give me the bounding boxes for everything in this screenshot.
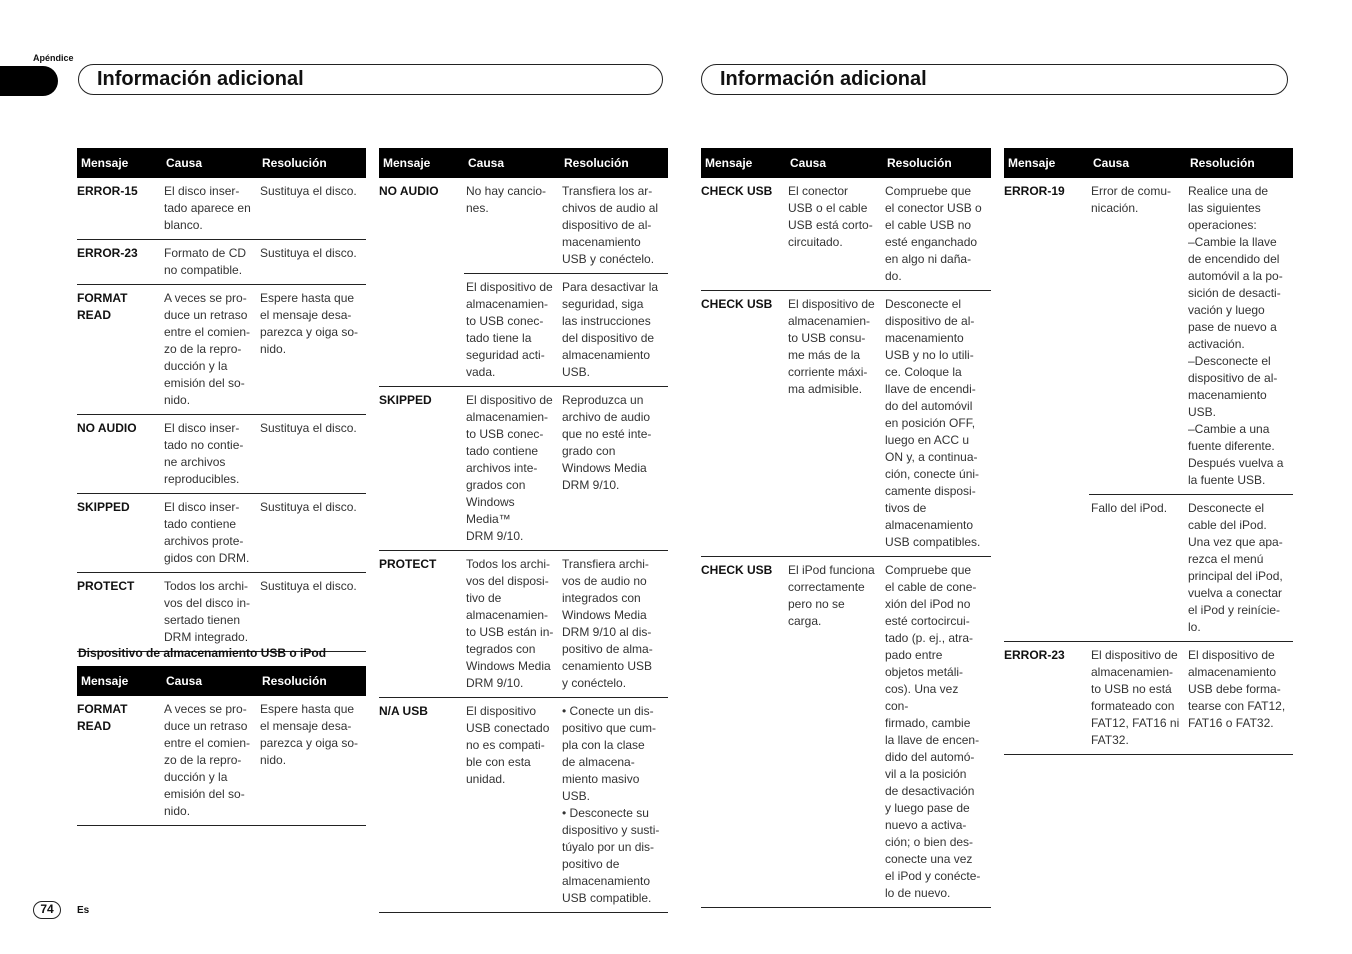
table-row	[1004, 178, 1293, 495]
cause-cell: El disco inser- tado no contie- ne archivos reproducibles.	[162, 415, 258, 494]
header-cause: Causa	[1089, 148, 1186, 178]
header-message: Mensaje	[379, 148, 464, 178]
resolution-cell: Reproduzca un archivo de audio que no esté inte- grado con Windows Media DRM 9/10.	[560, 387, 668, 551]
header-message: Mensaje	[77, 148, 162, 178]
cause-cell: El dispositivo de almacenamien- to USB consu- me más de la corriente máxi- ma admisible.	[786, 291, 883, 557]
table-row	[77, 285, 366, 415]
header-resolution: Resolución	[258, 666, 366, 696]
message-cell: PROTECT	[379, 551, 464, 698]
table-row	[77, 494, 366, 573]
table-body	[701, 178, 991, 908]
header-cause: Causa	[464, 148, 560, 178]
table-column-3	[701, 148, 991, 908]
header-cause: Causa	[162, 666, 258, 696]
resolution-cell: • Conecte un dis- positivo que cum- pla con la clase de almacena- miento masivo USB. • Desconecte su dispositivo y susti- túyalo por un dis- positivo de almacenamiento USB compatible.	[560, 698, 668, 913]
usb-errors-table-1	[77, 666, 366, 826]
table-row	[1004, 495, 1293, 642]
page-number: 74	[33, 901, 61, 919]
table-body	[77, 178, 366, 652]
cause-cell: El dispositivo USB conectado no es compati- ble con esta unidad.	[464, 698, 560, 913]
usb-errors-table-3	[701, 148, 991, 908]
cause-cell: El conector USB o el cable USB está corto- circuitado.	[786, 178, 883, 291]
table-row	[701, 178, 991, 291]
language-code: Es	[77, 905, 90, 916]
resolution-cell: Para desactivar la seguridad, siga las instrucciones del dispositivo de almacenamiento USB.	[560, 274, 668, 387]
message-cell: FORMAT READ	[77, 696, 162, 826]
disc-errors-table	[77, 148, 366, 652]
table-row	[379, 698, 668, 913]
table-row	[379, 178, 668, 274]
message-cell: ERROR-19	[1004, 184, 1065, 198]
table-column-2	[379, 148, 668, 913]
table-body	[379, 178, 668, 913]
header-resolution: Resolución	[258, 148, 366, 178]
header-resolution: Resolución	[560, 148, 668, 178]
section-label: Apéndice	[33, 53, 74, 63]
resolution-cell: Sustituya el disco.	[258, 415, 366, 494]
resolution-cell: Espere hasta que el mensaje desa- parezca y oiga so- nido.	[258, 285, 366, 415]
message-cell: ERROR-15	[77, 178, 162, 240]
table-body	[1004, 178, 1293, 755]
cause-cell: El dispositivo de almacenamien- to USB conec- tado contiene archivos inte- grados con Windows Media™ DRM 9/10.	[464, 387, 560, 551]
table-column-4	[1004, 148, 1293, 755]
message-cell: FORMAT READ	[77, 285, 162, 415]
message-cell: CHECK USB	[701, 557, 786, 908]
table-body	[77, 696, 366, 826]
message-cell: N/A USB	[379, 698, 464, 913]
cause-cell: El dispositivo de almacenamien- to USB no está formateado con FAT12, FAT16 ni FAT32.	[1089, 642, 1186, 755]
resolution-cell: Transfiera archi- vos de audio no integrados con Windows Media DRM 9/10 al dis- positivo de alma- cenamiento USB y conéctelo.	[560, 551, 668, 698]
cause-cell: Formato de CD no compatible.	[162, 240, 258, 285]
table-row	[77, 573, 366, 652]
cause-cell: El disco inser- tado aparece en blanco.	[162, 178, 258, 240]
message-cell: NO AUDIO	[379, 184, 439, 198]
cause-cell: El iPod funciona correctamente pero no se carga.	[786, 557, 883, 908]
cause-cell: A veces se pro- duce un retraso entre el comien- zo de la repro- ducción y la emisión del so- nido.	[162, 285, 258, 415]
header-resolution: Resolución	[1186, 148, 1293, 178]
table-row	[379, 274, 668, 387]
resolution-cell: Sustituya el disco.	[258, 573, 366, 652]
resolution-cell: Transfiera los ar- chivos de audio al dispositivo de al- macenamiento USB y conéctelo.	[560, 178, 668, 274]
header-message: Mensaje	[701, 148, 786, 178]
message-cell: PROTECT	[77, 573, 162, 652]
resolution-cell: Compruebe que el conector USB o el cable USB no esté enganchado en algo ni daña- do.	[883, 178, 991, 291]
header-resolution: Resolución	[883, 148, 991, 178]
message-cell: SKIPPED	[379, 387, 464, 551]
cause-cell: Todos los archi- vos del disco in- sertado tienen DRM integrado.	[162, 573, 258, 652]
cause-cell: No hay cancio- nes.	[464, 178, 560, 274]
message-cell: NO AUDIO	[77, 415, 162, 494]
table-row	[77, 178, 366, 240]
usb-errors-table-4	[1004, 148, 1293, 755]
message-cell: ERROR-23	[1004, 642, 1089, 755]
message-cell	[1004, 495, 1089, 642]
table-row	[379, 551, 668, 698]
page-title-right: Información adicional	[701, 64, 1288, 95]
table-row	[1004, 642, 1293, 755]
table-row	[701, 291, 991, 557]
cause-cell: Error de comu- nicación.	[1089, 178, 1186, 495]
table-row	[701, 557, 991, 908]
resolution-cell: Realice una de las siguientes operaciones: –Cambie la llave de encendido del automóvil a la po- sición de desacti- vación y luego pase de nuevo a activación. –Desconecte el dispositivo de al- macenamiento USB. –Cambie a una fuente diferente. Después vuelva a la fuente USB.	[1186, 178, 1293, 495]
table-column-1b	[77, 666, 366, 826]
cause-cell: El disco inser- tado contiene archivos prote- gidos con DRM.	[162, 494, 258, 573]
header-cause: Causa	[786, 148, 883, 178]
table-row	[77, 696, 366, 826]
resolution-cell: Sustituya el disco.	[258, 178, 366, 240]
cause-cell: Todos los archi- vos del disposi- tivo de almacenamien- to USB están in- tegrados con Windows Media DRM 9/10.	[464, 551, 560, 698]
cause-cell: El dispositivo de almacenamien- to USB conec- tado tiene la seguridad acti- vada.	[464, 274, 560, 387]
resolution-cell: Compruebe que el cable de cone- xión del iPod no esté cortocircui- tado (p. ej., atra- pado entre objetos metáli- cos). Una vez con- firmado, cambie la llave de encen- dido del automó- vil a la posición de desactivación y luego pase de nuevo a activa- ción; o bien des- conecte una vez el iPod y conécte- lo de nuevo.	[883, 557, 991, 908]
table-row	[379, 387, 668, 551]
resolution-cell: El dispositivo de almacenamiento USB debe forma- tearse con FAT12, FAT16 o FAT32.	[1186, 642, 1293, 755]
resolution-cell: Sustituya el disco.	[258, 240, 366, 285]
resolution-cell: Espere hasta que el mensaje desa- parezca y oiga so- nido.	[258, 696, 366, 826]
usb-ipod-subheading: Dispositivo de almacenamiento USB o iPod	[78, 646, 327, 660]
message-cell: CHECK USB	[701, 291, 786, 557]
message-cell: ERROR-23	[77, 240, 162, 285]
table-row	[77, 240, 366, 285]
cause-cell: A veces se pro- duce un retraso entre el comien- zo de la repro- ducción y la emisión del so- nido.	[162, 696, 258, 826]
cause-cell: Fallo del iPod.	[1089, 495, 1186, 642]
resolution-cell: Desconecte el cable del iPod. Una vez que apa- rezca el menú principal del iPod, vuelva a conectar el iPod y reinície- lo.	[1186, 495, 1293, 642]
table-column-1	[77, 148, 366, 652]
page-title-left: Información adicional	[78, 64, 663, 95]
header-message: Mensaje	[1004, 148, 1089, 178]
message-cell: SKIPPED	[77, 494, 162, 573]
table-row	[77, 415, 366, 494]
header-message: Mensaje	[77, 666, 162, 696]
message-cell	[379, 274, 464, 387]
resolution-cell: Desconecte el dispositivo de al- macenamiento USB y no lo utili- ce. Coloque la llave de encendi- do del automóvil en posición OFF, luego en ACC u ON y, a continua- ción, conecte úni- camente disposi- tivos de almacenamiento USB compatibles.	[883, 291, 991, 557]
message-cell: CHECK USB	[701, 178, 786, 291]
usb-errors-table-2	[379, 148, 668, 913]
section-tab-marker	[0, 66, 58, 96]
resolution-cell: Sustituya el disco.	[258, 494, 366, 573]
header-cause: Causa	[162, 148, 258, 178]
